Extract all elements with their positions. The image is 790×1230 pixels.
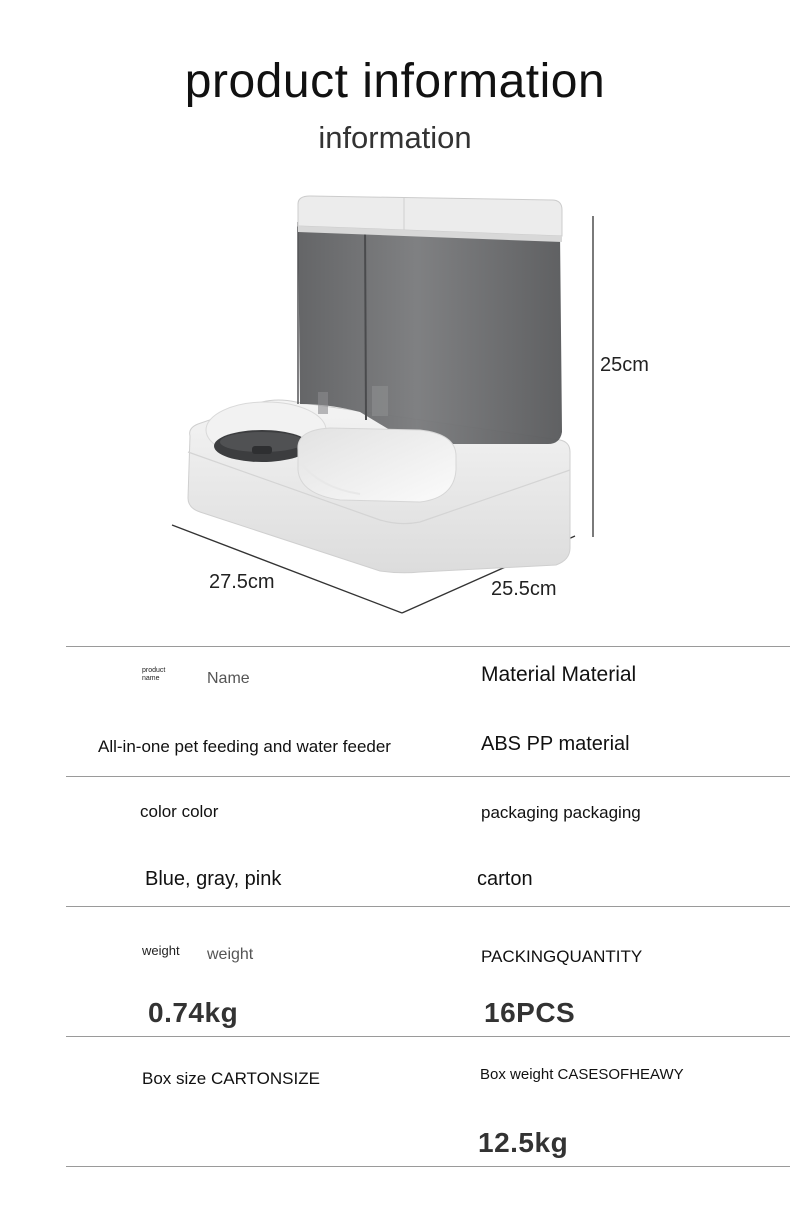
table-rule (66, 1166, 790, 1167)
weight-value: 0.74kg (148, 997, 239, 1028)
weight-label: weight (207, 946, 254, 963)
box-size-label: Box size CARTONSIZE (142, 1069, 320, 1088)
weight-small-label: weight (142, 943, 180, 958)
material-label: Material Material (481, 663, 637, 686)
packaging-value: carton (477, 868, 533, 890)
height-dimension: 25cm (600, 354, 649, 376)
box-weight-label: Box weight CASESOFHEAWY (480, 1066, 684, 1083)
water-bowl (298, 428, 456, 502)
width-dimension: 25.5cm (491, 578, 557, 600)
packing-quantity-label: PACKINGQUANTITY (481, 947, 643, 966)
color-value: Blue, gray, pink (145, 868, 282, 890)
pet-feeder-image (160, 190, 630, 630)
packing-quantity-value: 16PCS (484, 997, 576, 1028)
page-title: product information (184, 55, 606, 108)
packaging-label: packaging packaging (481, 803, 641, 822)
length-dimension: 27.5cm (209, 571, 275, 593)
table-rule (66, 646, 790, 647)
page-subtitle: information (318, 120, 472, 155)
table-rule (66, 776, 790, 777)
material-value: ABS PP material (481, 733, 630, 755)
table-rule (66, 1036, 790, 1037)
box-weight-value: 12.5kg (478, 1127, 569, 1158)
name-label: Name (207, 670, 250, 687)
table-rule (66, 906, 790, 907)
name-small-label: product name (142, 667, 166, 682)
color-label: color color (140, 802, 219, 821)
name-value: All-in-one pet feeding and water feeder (98, 737, 391, 756)
